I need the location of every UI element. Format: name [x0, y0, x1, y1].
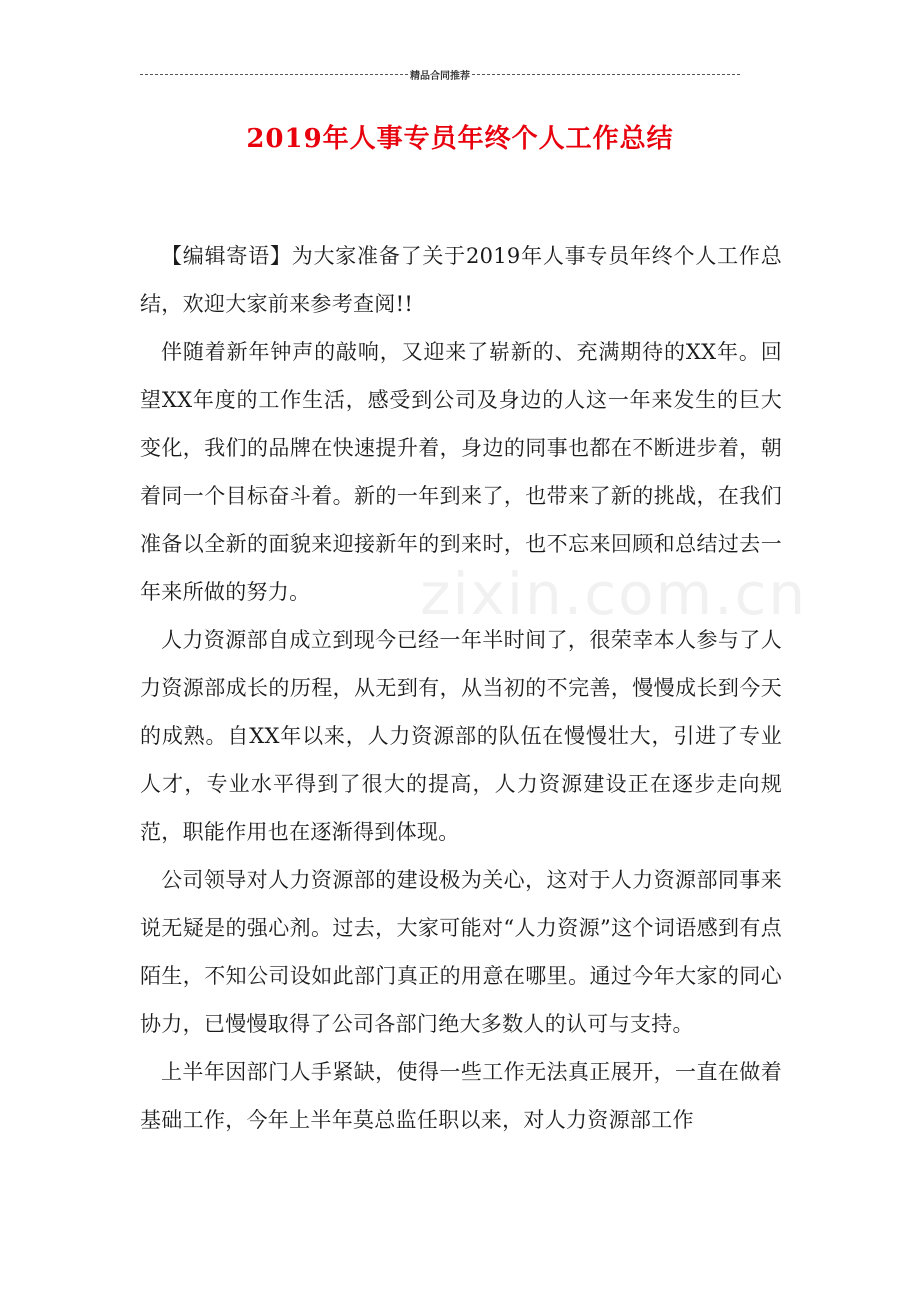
header-label: 精品合同推荐 [410, 70, 470, 82]
body-paragraph: 上半年因部门人手紧缺，使得一些工作无法真正展开，一直在做着基础工作，今年上半年莫总监任职以来，对人力资源部工作 [140, 1060, 782, 1132]
header-dash-left [140, 74, 408, 75]
body-paragraph: 公司领导对人力资源部的建设极为关心，这对于人力资源部同事来说无疑是的强心剂。过去，大家可能对“人力资源”这个词语感到有点陌生，不知公司设如此部门真正的用意在哪里。通过今年大家的同心协力，已慢慢取得了公司各部门绝大多数人的认可与支持。 [140, 868, 782, 1036]
document-title: 2019年人事专员年终个人工作总结 [246, 124, 674, 154]
body-paragraph: 人力资源部自成立到现今已经一年半时间了，很荣幸本人参与了人力资源部成长的历程，从无到有，从当初的不完善，慢慢成长到今天的成熟。自XX年以来，人力资源部的队伍在慢慢壮大，引进了专业人才，专业水平得到了很大的提高，人力资源建设正在逐步走向规范，职能作用也在逐渐得到体现。 [140, 628, 782, 844]
header-dash-right [472, 74, 740, 75]
editor-note-paragraph: 【编辑寄语】为大家准备了关于2019年人事专员年终个人工作总结，欢迎大家前来参考查阅!! [140, 244, 782, 316]
watermark: zixin.com.cn [420, 560, 808, 628]
document-body [140, 232, 782, 1144]
page-header [140, 66, 740, 82]
body-paragraph: 伴随着新年钟声的敲响，又迎来了崭新的、充满期待的XX年。回望XX年度的工作生活，感受到公司及身边的人这一年来发生的巨大变化，我们的品牌在快速提升着，身边的同事也都在不断进步着，朝着同一个目标奋斗着。新的一年到来了，也带来了新的挑战，在我们准备以全新的面貌来迎接新年的到来时，也不忘来回顾和总结过去一年来所做的努力。 [140, 340, 782, 604]
